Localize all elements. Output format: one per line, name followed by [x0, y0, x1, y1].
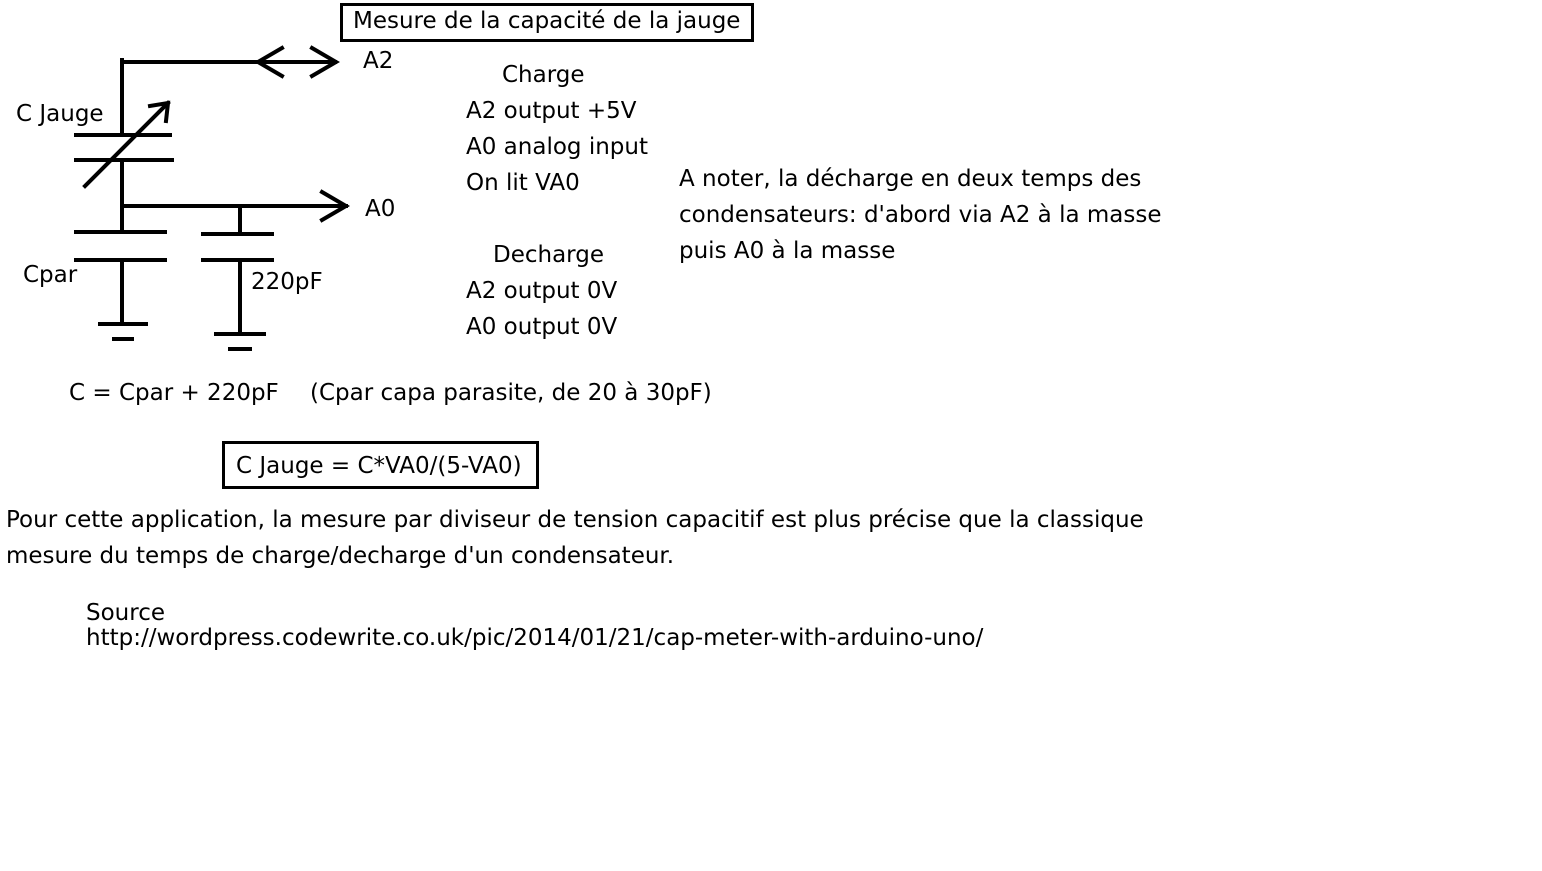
formula-text: C Jauge = C*VA0/(5-VA0): [236, 453, 522, 479]
decharge-line-1: A2 output 0V: [466, 278, 618, 304]
decharge-line-2: A0 output 0V: [466, 314, 618, 340]
label-a2: A2: [363, 48, 394, 74]
cpar-note: (Cpar capa parasite, de 20 à 30pF): [310, 380, 712, 406]
note-line-2: condensateurs: d'abord via A2 à la masse: [679, 202, 1162, 228]
charge-line-3: On lit VA0: [466, 170, 580, 196]
page-title: Mesure de la capacité de la jauge: [353, 8, 741, 34]
paragraph-line-1: Pour cette application, la mesure par diviseur de tension capacitif est plus précise que la classique: [6, 507, 1144, 533]
decharge-heading: Decharge: [493, 242, 604, 268]
c-equation: C = Cpar + 220pF: [69, 380, 279, 406]
charge-line-1: A2 output +5V: [466, 98, 637, 124]
note-line-3: puis A0 à la masse: [679, 238, 896, 264]
paragraph-line-2: mesure du temps de charge/decharge d'un condensateur.: [6, 543, 675, 569]
source-url: http://wordpress.codewrite.co.uk/pic/2014/01/21/cap-meter-with-arduino-uno/: [86, 625, 984, 651]
label-c-jauge: C Jauge: [16, 101, 104, 127]
source-label: Source: [86, 600, 165, 626]
note-line-1: A noter, la décharge en deux temps des: [679, 166, 1142, 192]
charge-heading: Charge: [502, 62, 585, 88]
label-cpar: Cpar: [23, 262, 78, 288]
charge-line-2: A0 analog input: [466, 134, 648, 160]
formula-box: [222, 441, 539, 489]
label-a0: A0: [365, 196, 396, 222]
label-220pf: 220pF: [251, 269, 323, 295]
